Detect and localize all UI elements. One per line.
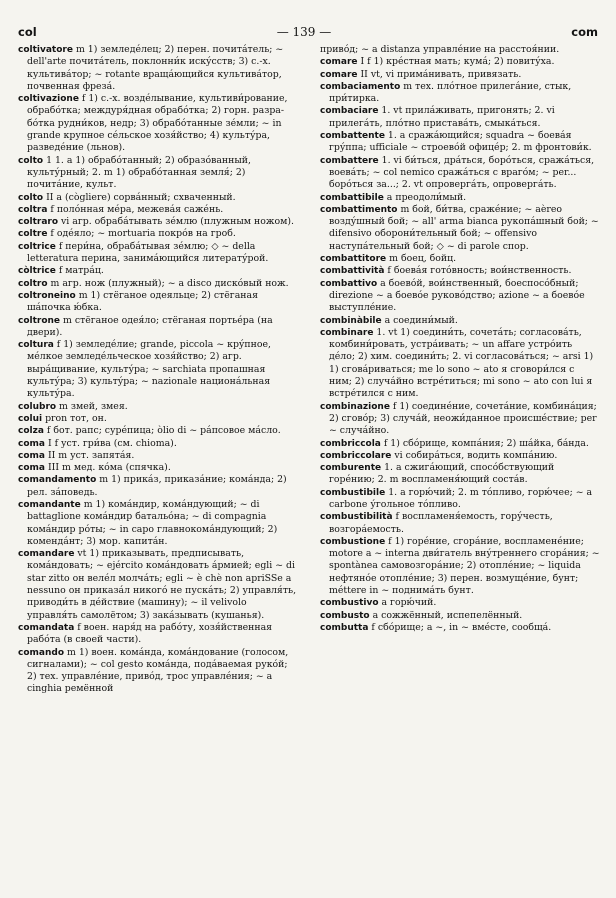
definition: vi агр. обраба́тывать зе́млю (плужным ножом). [58,216,294,228]
left-guide-word: col [18,25,37,39]
headword: combinare [320,327,374,338]
definition: vi собира́ться, водить компа́нию. [391,449,558,461]
headword: coltra [18,204,48,215]
headword: combattitore [320,254,387,265]
headword: combattivo [320,278,378,289]
dictionary-entry [320,450,600,462]
definition: II a (cògliere) сорва́нный; схваченный. [43,191,236,203]
dictionary-entry [320,462,600,487]
dictionary-entry [18,228,298,240]
dictionary-entry [18,290,298,315]
dictionary-entry [320,130,600,155]
headword: combustivo [320,598,379,609]
headword: combustione [320,536,386,547]
running-header [18,22,598,42]
headword: coma [18,463,45,474]
dictionary-entry [320,622,600,634]
dictionary-entry [18,339,298,400]
headword: combriccola [320,438,381,449]
headword: coma [18,438,45,449]
definition: приво́д; ~ a distanza управле́ние на расстоя́нии. [320,44,560,55]
headword: comando [18,647,65,658]
definition: II vt, vi прима́нивать, привязать. [357,68,522,80]
definition: a боево́й, вои́нственный, боеспосо́бный; direzione ~ a боево́е руково́дство; azione ~ a боево́е выступле́ние. [329,277,585,314]
headword: combattimento [320,204,398,215]
headword: combattente [320,131,385,142]
dictionary-entry [18,462,298,474]
definition: f 1) соедине́ние, сочета́ние, комбина́ция; 2) сгово́р; 3) случа́й, неожи́данное происше́ствие; per ~ случа́йно. [329,400,597,437]
headword: combattibile [320,192,384,203]
headword: combinàbile [320,315,382,326]
dictionary-entry [320,536,600,597]
headword: coltraro [18,217,59,228]
definition: m 1) земледе́лец; 2) перен. почита́тель; ~ dell'arte почита́тель, поклонни́к иску́сств; 3) с.-х. культива́тор; ~ rotante враща́ющийся культива́тор, почвенная фреза́. [27,44,284,92]
definition: 1. a горю́чий; 2. m то́пливо, горю́чее; ~ a carbone у́гольное то́пливо. [329,486,593,510]
definition: a соедини́мый. [381,314,458,326]
definition: f воен. наря́д на рабо́ту, хозя́йственная рабо́та (в своей части). [27,621,273,646]
dictionary-entry [18,647,298,696]
definition: 1. vt прила́живать, пригонять; 2. vi прилега́ть, пло́тно пристава́ть, смыка́ться. [329,105,555,129]
headword: colza [18,426,44,437]
dictionary-entry [320,511,600,536]
definition: III m мед. ко́ма (спячка). [44,462,171,474]
headword: comare [320,57,358,68]
definition: m змей, змея. [56,400,128,412]
headword: còltrice [18,266,56,277]
definition: a преодоли́мый. [383,191,467,203]
dictionary-entry [18,622,298,647]
headword: coltro [18,278,48,289]
headword: combusto [320,610,370,621]
dictionary-entry [320,192,600,204]
definition: m 1) кома́ндир, кома́ндующий; ~ di battaglione кома́ндир батальо́на; ~ di compagnia кома́ндир ро́ты; ~ in capo главнокома́ндующий; 2) коменда́нт; 3) мор. капита́н. [27,498,278,547]
definition: II m уст. запята́я. [44,449,135,461]
dictionary-entry [18,499,298,548]
dictionary-entry [18,548,298,622]
dictionary-entry [320,401,600,438]
text-columns [18,44,602,696]
dictionary-entry [18,438,298,450]
headword: comandata [18,622,75,633]
definition: a горю́чий. [378,597,437,609]
headword: comandante [18,499,81,510]
dictionary-entry [18,315,298,340]
definition: I f 1) кре́стная мать; кума́; 2) повиту́ха. [357,56,555,68]
headword: coltivazione [18,94,79,105]
dictionary-entry [18,192,298,204]
definition: f поло́нная ме́ра, межева́я саже́нь. [47,203,224,215]
right-guide-word: com [571,25,598,39]
headword: coltrone [18,315,61,326]
definition: m бой, би́тва, сраже́ние; ~ aèreo возду́шный бой; ~ all' arma bianca рукопа́шный бой; ~ difensivo оборони́тельный бой; ~ offensivo наступа́тельный бой; ◇ ~ di parole спор. [329,203,599,252]
dictionary-entry [320,278,600,315]
dictionary-entry [18,401,298,413]
dictionary-entry [18,265,298,277]
headword: combaciamento [320,81,401,92]
dictionary-entry [18,155,298,192]
right-column [320,44,600,696]
definition: 1 1. a 1) обрабо́танный; 2) образо́ванный, культу́рный; 2. m 1) обрабо́танная земля́; 2) почита́ние, культ. [27,154,252,191]
headword: coltrice [18,241,56,252]
definition: f 1) земледе́лие; grande, piccola ~ кру́пное, ме́лкое земледе́льческое хозя́йство; 2) агр. выра́щивание, культу́ра; ~ sarchiata пропашная культу́ра; 3) культу́ра; ~ nazionale национа́льная культу́ра. [27,339,272,400]
definition: m тех. пло́тное прилега́ние, стык, при́тирка. [329,80,572,105]
definition: f 1) горе́ние, сгора́ние, воспламене́ние; motore a ~ interna дви́гатель вну́треннего сгора́ния; ~ spontànea самовозгора́ние; 2) отопле́ние; ~ liquida нефтяно́е отопле́ние; 3) перен. возмуще́ние, бунт; méttere in ~ поднима́ть бунт. [329,535,600,597]
headword: comandare [18,549,75,560]
headword: combriccolare [320,450,392,461]
headword: coltre [18,229,48,240]
definition: m стёганое одея́ло; стёганая портье́ра (на двери). [27,314,273,338]
headword: coltura [18,340,54,351]
headword: combattività [320,266,385,277]
definition: 1. vi би́ться, дра́ться, боро́ться, сража́ться, воева́ть; ~ col nemico сража́ться с враго́м; ~ per... боро́ться за...; 2. vt опроверга́ть, опроверга́ть. [329,154,595,191]
definition: a сожжённый, испепелённый. [369,609,523,621]
definition: m боец, бойц. [386,253,457,265]
headword: combaciare [320,106,379,117]
dictionary-entry [320,438,600,450]
definition: f матра́ц. [55,265,104,277]
headword: coltivatore [18,45,73,55]
definition: f воспламеня́емость, гору́честь, возгора́емость. [329,511,553,535]
dictionary-entry [320,597,600,609]
dictionary-entry [320,204,600,253]
dictionary-entry [320,265,600,277]
definition: 1. a сжига́ющий, спосо́бствующий горе́нию; 2. m воспламеня́ющий соста́в. [329,462,555,486]
definition: m 1) стёганое одеяльце; 2) стёганая ша́почка ю́бка. [27,289,258,314]
dictionary-entry [320,610,600,622]
dictionary-entry [320,81,600,106]
headword: colto [18,155,44,166]
headword: comandamento [18,475,97,486]
definition: m 1) прика́з, приказа́ние; кома́нда; 2) рел. за́поведь. [27,474,287,498]
page-number: — 139 — [276,25,332,39]
dictionary-entry [320,155,600,192]
definition: vt 1) приказывать, предписывать, кома́ндовать; ~ ejército кома́ндовать а́рмией; egli ~ di star zitto он веле́л молча́ть; egli ~ è chè non apriSSe a nessuno он приказа́л никого́ не пуска́ть; 2) управля́ть, приводи́ть в де́йствие (машину); ~ il velivolo управля́ть самолётом; 3) зака́зывать (кушанья). [27,548,297,621]
dictionary-entry [320,315,600,327]
dictionary-entry [18,474,298,499]
definition: 1. a сража́ющийся; squadra ~ боева́я гру́ппа; ufficiale ~ строево́й офице́р; 2. m фронтови́к. [329,130,592,154]
definition: m 1) воен. кома́нда, кома́ндование (голосом, сигналами); ~ col gesto кома́нда, пода́ваемая руко́й; 2) тех. управле́ние, приво́д, трос управле́ния; ~ a cinghia ремённой [27,646,289,695]
headword: combustibile [320,487,386,498]
headword: colubro [18,401,57,412]
definition: f оде́яло; ~ mortuaria покро́в на гроб. [47,228,236,240]
definition: f бот. рапс; суре́пица; òlio di ~ ра́псовое ма́сло. [43,425,281,437]
dictionary-entry [18,278,298,290]
headword: colto [18,192,44,203]
headword: comare [320,69,358,80]
dictionary-entry [18,450,298,462]
dictionary-entry [320,44,600,56]
definition: f 1) с.-х. возде́лывание, культиви́рование, обрабо́тка; междуря́дная обрабо́тка; 2) горн. разрабо́тка рудни́ков, недр; 3) обрабо́танные зе́мли; ~ in grande крупное се́льское хозя́йство; 4) культу́ра, разведе́ние (льнов). [27,93,288,154]
headword: comburente [320,463,382,474]
dictionary-entry [18,216,298,228]
dictionary-entry [18,44,298,93]
definition: f 1) сбо́рище, компа́ния; 2) ша́йка, ба́нда. [380,437,589,449]
definition: f пери́на, обраба́тывая зе́млю; ◇ ~ della letteratura перина, занима́ющийся литерату́рой. [27,240,269,265]
headword: colui [18,413,43,424]
dictionary-entry [18,204,298,216]
dictionary-entry [320,69,600,81]
headword: combattere [320,155,379,166]
definition: pron тот, он. [42,412,107,424]
dictionary-entry [320,253,600,265]
headword: coltroneino [18,290,76,301]
definition: f боева́я гото́вность; вои́нственность. [384,265,572,277]
definition: I f уст. гри́ва (см. chioma). [44,437,177,449]
dictionary-entry [320,105,600,130]
dictionary-entry [18,413,298,425]
definition: f сбо́рище; a ~, in ~ вме́сте, сообща́. [368,621,552,633]
dictionary-entry [320,56,600,68]
definition: 1. vt 1) соедини́ть, сочета́ть; согласова́ть, комбини́ровать, устра́ивать; ~ un affare устро́ить де́ло; 2) хим. соедини́ть; 2. vi согласова́ться; ~ arsi 1) 1) сгова́риваться; me lo sono ~ ato я сговори́лся с ним; 2) случа́йно встре́титься; mi sono ~ ato con lui я встре́тился с ним. [329,326,594,400]
dictionary-entry [18,425,298,437]
headword: combustibilità [320,512,393,523]
definition: m агр. нож (плужный); ~ a disco диско́вый нож. [47,277,289,289]
headword: coma [18,450,45,461]
headword: combutta [320,622,369,633]
headword: combinazione [320,401,390,412]
dictionary-entry [320,327,600,401]
dictionary-entry [18,93,298,154]
dictionary-entry [18,241,298,266]
left-column [18,44,298,696]
dictionary-entry [320,487,600,512]
